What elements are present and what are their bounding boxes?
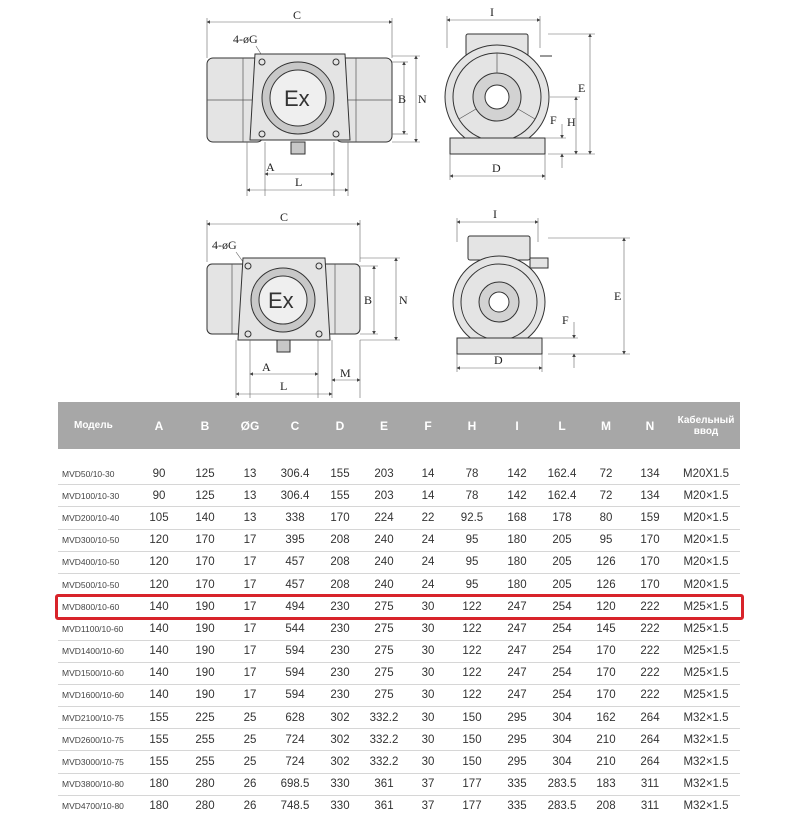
value-cell: 78 xyxy=(450,485,494,507)
dimension-label-a: A xyxy=(266,160,275,174)
column-header-cable-entry: Кабельный ввод xyxy=(672,402,740,449)
value-cell: 140 xyxy=(136,618,182,640)
model-cell: MVD200/10-40 xyxy=(58,507,136,529)
value-cell: 222 xyxy=(628,618,672,640)
value-cell: 180 xyxy=(136,773,182,795)
value-cell: 302 xyxy=(318,751,362,773)
value-cell: 254 xyxy=(540,596,584,618)
model-cell: MVD300/10-50 xyxy=(58,529,136,551)
value-cell: 311 xyxy=(628,795,672,817)
value-cell: 122 xyxy=(450,662,494,684)
value-cell: 122 xyxy=(450,618,494,640)
value-cell: 203 xyxy=(374,467,394,480)
value-cell: 170 xyxy=(182,551,228,573)
value-cell: 224 xyxy=(362,507,406,529)
value-cell: M32×1.5 xyxy=(672,729,740,751)
value-cell: 120 xyxy=(136,551,182,573)
value-cell: 190 xyxy=(182,640,228,662)
model-cell: MVD1100/10-60 xyxy=(58,618,136,640)
column-header-b: B xyxy=(182,402,228,449)
value-cell: 208 xyxy=(318,573,362,595)
value-cell: 155 xyxy=(330,467,350,480)
value-cell: 208 xyxy=(318,551,362,573)
value-cell: 544 xyxy=(272,618,318,640)
value-cell: 150 xyxy=(450,707,494,729)
value-cell: 264 xyxy=(628,729,672,751)
value-cell: 142 xyxy=(507,467,527,480)
value-cell: 247 xyxy=(494,684,540,706)
model-cell: MVD2100/10-75 xyxy=(58,707,136,729)
dimension-label-g: 4-øG xyxy=(233,32,258,46)
value-cell: 275 xyxy=(362,684,406,706)
table-row xyxy=(58,707,740,729)
value-cell: 190 xyxy=(182,596,228,618)
value-cell: 170 xyxy=(628,551,672,573)
value-cell: 140 xyxy=(136,640,182,662)
dimension-label-i-bottom: I xyxy=(493,207,497,221)
value-cell: 283.5 xyxy=(540,795,584,817)
dimension-label-b: B xyxy=(398,92,407,106)
table-row xyxy=(58,684,740,706)
value-cell: 254 xyxy=(540,684,584,706)
value-cell: 17 xyxy=(228,551,272,573)
value-cell: 177 xyxy=(450,773,494,795)
value-cell: 180 xyxy=(136,795,182,817)
value-cell: 30 xyxy=(406,662,450,684)
value-cell: 17 xyxy=(228,684,272,706)
value-cell: 594 xyxy=(272,684,318,706)
value-cell: 17 xyxy=(228,573,272,595)
value-cell: 17 xyxy=(228,529,272,551)
value-cell: 230 xyxy=(318,596,362,618)
model-cell: MVD100/10-30 xyxy=(58,485,136,507)
ex-mark-top: Ex xyxy=(284,86,310,111)
dimension-label-l: L xyxy=(295,175,303,189)
value-cell: 24 xyxy=(406,573,450,595)
value-cell: M20X1.5 xyxy=(682,467,730,480)
value-cell: 125 xyxy=(182,485,228,507)
value-cell: 122 xyxy=(450,640,494,662)
dimension-label-c: C xyxy=(293,8,302,22)
value-cell: 190 xyxy=(182,618,228,640)
value-cell: 95 xyxy=(450,551,494,573)
value-cell: 594 xyxy=(272,662,318,684)
value-cell: 361 xyxy=(362,773,406,795)
value-cell: 295 xyxy=(494,707,540,729)
value-cell: 30 xyxy=(406,640,450,662)
value-cell: 95 xyxy=(450,573,494,595)
value-cell: M32×1.5 xyxy=(672,773,740,795)
value-cell: 594 xyxy=(272,640,318,662)
value-cell: 17 xyxy=(228,596,272,618)
value-cell: 26 xyxy=(228,795,272,817)
ex-mark-bottom: Ex xyxy=(268,288,294,313)
value-cell: 120 xyxy=(584,596,628,618)
value-cell: 247 xyxy=(494,662,540,684)
value-cell: 134 xyxy=(640,467,660,480)
value-cell: 280 xyxy=(182,773,228,795)
value-cell: 332.2 xyxy=(362,707,406,729)
side-view-drawing-bottom xyxy=(453,207,630,372)
value-cell: 205 xyxy=(540,529,584,551)
highlighted-row-frame xyxy=(55,594,744,620)
value-cell: 295 xyxy=(494,751,540,773)
value-cell: 203 xyxy=(362,485,406,507)
value-cell: 335 xyxy=(494,773,540,795)
value-cell: 283.5 xyxy=(540,773,584,795)
value-cell: M25×1.5 xyxy=(672,640,740,662)
value-cell: 122 xyxy=(450,684,494,706)
value-cell: 90 xyxy=(152,467,166,480)
value-cell: M32×1.5 xyxy=(672,795,740,817)
model-cell: MVD2600/10-75 xyxy=(58,729,136,751)
value-cell: 170 xyxy=(628,573,672,595)
table-row xyxy=(58,463,740,485)
value-cell: 332.2 xyxy=(362,729,406,751)
column-header-g: ØG xyxy=(228,402,272,449)
value-cell: 457 xyxy=(272,551,318,573)
value-cell: 330 xyxy=(318,773,362,795)
value-cell: 170 xyxy=(318,507,362,529)
table-row xyxy=(58,551,740,573)
value-cell: M25×1.5 xyxy=(672,684,740,706)
model-cell: MVD1400/10-60 xyxy=(58,640,136,662)
value-cell: 155 xyxy=(136,751,182,773)
column-header-h: H xyxy=(450,402,494,449)
value-cell: 222 xyxy=(628,596,672,618)
dimension-label-e: E xyxy=(578,81,586,95)
value-cell: 13 xyxy=(228,507,272,529)
value-cell: 247 xyxy=(494,618,540,640)
value-cell: 222 xyxy=(628,640,672,662)
dimension-label-f: F xyxy=(550,113,557,127)
value-cell: 140 xyxy=(182,507,228,529)
value-cell: 335 xyxy=(494,795,540,817)
value-cell: 254 xyxy=(540,618,584,640)
dimension-label-g-bottom: 4-øG xyxy=(212,238,237,252)
value-cell: 180 xyxy=(494,529,540,551)
value-cell: 140 xyxy=(136,684,182,706)
value-cell: 30 xyxy=(406,684,450,706)
value-cell: 105 xyxy=(136,507,182,529)
value-cell: 155 xyxy=(318,485,362,507)
table-row xyxy=(58,618,740,640)
value-cell: 304 xyxy=(540,707,584,729)
dimension-label-n-bottom: N xyxy=(399,293,408,307)
side-view-drawing-top xyxy=(445,5,595,180)
front-view-drawing-top xyxy=(207,8,427,196)
value-cell: 457 xyxy=(272,573,318,595)
value-cell: 724 xyxy=(272,729,318,751)
column-header-c: C xyxy=(272,402,318,449)
table-row xyxy=(58,795,740,817)
value-cell: M32×1.5 xyxy=(672,751,740,773)
value-cell: M20×1.5 xyxy=(672,573,740,595)
table-header-row xyxy=(58,402,740,449)
value-cell: 159 xyxy=(628,507,672,529)
value-cell: 395 xyxy=(272,529,318,551)
value-cell: 306.4 xyxy=(272,485,318,507)
value-cell: 332.2 xyxy=(362,751,406,773)
value-cell: 13 xyxy=(228,485,272,507)
value-cell: 24 xyxy=(406,551,450,573)
value-cell: 25 xyxy=(228,751,272,773)
value-cell: 264 xyxy=(628,707,672,729)
value-cell: 628 xyxy=(272,707,318,729)
column-header-model: Модель xyxy=(58,402,136,449)
value-cell: 180 xyxy=(494,551,540,573)
value-cell: M20×1.5 xyxy=(672,551,740,573)
dimension-label-h: H xyxy=(567,115,576,129)
value-cell: 230 xyxy=(318,640,362,662)
table-row xyxy=(58,773,740,795)
value-cell: 162 xyxy=(584,707,628,729)
value-cell: 255 xyxy=(182,729,228,751)
value-cell: 120 xyxy=(136,573,182,595)
value-cell: 14 xyxy=(406,485,450,507)
value-cell: 361 xyxy=(362,795,406,817)
value-cell: 230 xyxy=(318,662,362,684)
column-header-e: E xyxy=(362,402,406,449)
column-header-a: A xyxy=(136,402,182,449)
table-row xyxy=(58,529,740,551)
table-row xyxy=(58,662,740,684)
value-cell: 95 xyxy=(450,529,494,551)
value-cell: 170 xyxy=(182,573,228,595)
value-cell: 25 xyxy=(228,729,272,751)
technical-drawings xyxy=(0,0,800,402)
value-cell: 145 xyxy=(584,618,628,640)
value-cell: 24 xyxy=(406,529,450,551)
value-cell: 30 xyxy=(406,707,450,729)
table-row xyxy=(58,640,740,662)
value-cell: 140 xyxy=(136,662,182,684)
value-cell: 17 xyxy=(228,618,272,640)
value-cell: 72 xyxy=(584,485,628,507)
value-cell: 240 xyxy=(362,551,406,573)
front-view-drawing-bottom xyxy=(207,210,408,398)
column-header-d: D xyxy=(318,402,362,449)
value-cell: 126 xyxy=(584,551,628,573)
value-cell: 254 xyxy=(540,662,584,684)
value-cell: 72 xyxy=(599,467,613,480)
value-cell: M25×1.5 xyxy=(672,662,740,684)
value-cell: 170 xyxy=(584,684,628,706)
column-header-l: L xyxy=(540,402,584,449)
value-cell: 125 xyxy=(195,467,215,480)
value-cell: 142 xyxy=(494,485,540,507)
value-cell: 155 xyxy=(136,707,182,729)
value-cell: M20×1.5 xyxy=(672,485,740,507)
value-cell: 698.5 xyxy=(272,773,318,795)
value-cell: 13 xyxy=(243,467,257,480)
value-cell: 240 xyxy=(362,529,406,551)
value-cell: 162.4 xyxy=(547,467,577,480)
value-cell: 17 xyxy=(228,640,272,662)
value-cell: 120 xyxy=(136,529,182,551)
value-cell: 17 xyxy=(228,662,272,684)
dimension-label-c-bottom: C xyxy=(280,210,289,224)
value-cell: 311 xyxy=(628,773,672,795)
value-cell: 205 xyxy=(540,551,584,573)
value-cell: 264 xyxy=(628,751,672,773)
value-cell: 30 xyxy=(406,618,450,640)
value-cell: 22 xyxy=(406,507,450,529)
dimension-label-m: M xyxy=(340,366,351,380)
value-cell: 140 xyxy=(136,596,182,618)
value-cell: M20×1.5 xyxy=(672,507,740,529)
value-cell: 162.4 xyxy=(540,485,584,507)
value-cell: 208 xyxy=(318,529,362,551)
table-row xyxy=(58,507,740,529)
model-cell: MVD50/10-30 xyxy=(62,468,115,479)
model-cell: MVD4700/10-80 xyxy=(58,795,136,817)
value-cell: 748.5 xyxy=(272,795,318,817)
dimension-label-a-bottom: A xyxy=(262,360,271,374)
value-cell: 230 xyxy=(318,684,362,706)
value-cell: 134 xyxy=(628,485,672,507)
model-cell: MVD500/10-50 xyxy=(58,573,136,595)
value-cell: 170 xyxy=(182,529,228,551)
value-cell: 26 xyxy=(228,773,272,795)
model-cell: MVD1600/10-60 xyxy=(58,684,136,706)
value-cell: 170 xyxy=(584,640,628,662)
value-cell: 304 xyxy=(540,729,584,751)
value-cell: 295 xyxy=(494,729,540,751)
value-cell: 177 xyxy=(450,795,494,817)
value-cell: 168 xyxy=(494,507,540,529)
dimension-label-i: I xyxy=(490,5,494,19)
value-cell: 240 xyxy=(362,573,406,595)
value-cell: 225 xyxy=(182,707,228,729)
value-cell: 306.4 xyxy=(280,467,310,480)
value-cell: 30 xyxy=(406,751,450,773)
value-cell: 330 xyxy=(318,795,362,817)
column-header-f: F xyxy=(406,402,450,449)
table-row xyxy=(58,573,740,595)
value-cell: M20×1.5 xyxy=(672,529,740,551)
table-row xyxy=(58,485,740,507)
value-cell: 304 xyxy=(540,751,584,773)
dimension-label-l-bottom: L xyxy=(280,379,288,393)
value-cell: 37 xyxy=(406,795,450,817)
value-cell: M25×1.5 xyxy=(672,618,740,640)
value-cell: 178 xyxy=(540,507,584,529)
value-cell: 275 xyxy=(362,618,406,640)
dimension-label-f-bottom: F xyxy=(562,313,569,327)
value-cell: 255 xyxy=(182,751,228,773)
table-row xyxy=(58,751,740,773)
value-cell: M25×1.5 xyxy=(672,596,740,618)
value-cell: 302 xyxy=(318,707,362,729)
value-cell: 80 xyxy=(584,507,628,529)
value-cell: 150 xyxy=(450,751,494,773)
value-cell: 30 xyxy=(406,729,450,751)
value-cell: 126 xyxy=(584,573,628,595)
value-cell: 122 xyxy=(450,596,494,618)
model-cell: MVD1500/10-60 xyxy=(58,662,136,684)
value-cell: 14 xyxy=(421,467,435,480)
value-cell: 338 xyxy=(272,507,318,529)
column-header-i: I xyxy=(494,402,540,449)
value-cell: 155 xyxy=(136,729,182,751)
value-cell: 150 xyxy=(450,729,494,751)
value-cell: 25 xyxy=(228,707,272,729)
dimension-label-d-bottom: D xyxy=(494,353,503,367)
value-cell: 254 xyxy=(540,640,584,662)
value-cell: 222 xyxy=(628,684,672,706)
table-row xyxy=(58,729,740,751)
value-cell: 494 xyxy=(272,596,318,618)
value-cell: 724 xyxy=(272,751,318,773)
value-cell: 275 xyxy=(362,662,406,684)
dimension-label-b-bottom: B xyxy=(364,293,373,307)
value-cell: 208 xyxy=(584,795,628,817)
value-cell: 180 xyxy=(494,573,540,595)
value-cell: 275 xyxy=(362,640,406,662)
value-cell: 222 xyxy=(628,662,672,684)
value-cell: 30 xyxy=(406,596,450,618)
value-cell: 170 xyxy=(628,529,672,551)
value-cell: 90 xyxy=(136,485,182,507)
value-cell: 230 xyxy=(318,618,362,640)
value-cell: 247 xyxy=(494,596,540,618)
model-cell: MVD800/10-60 xyxy=(58,596,136,618)
model-cell: MVD400/10-50 xyxy=(58,551,136,573)
value-cell: 95 xyxy=(584,529,628,551)
value-cell: 190 xyxy=(182,662,228,684)
column-header-m: M xyxy=(584,402,628,449)
value-cell: 190 xyxy=(182,684,228,706)
dimension-label-d: D xyxy=(492,161,501,175)
dimension-label-n: N xyxy=(418,92,427,106)
value-cell: 183 xyxy=(584,773,628,795)
value-cell: 92.5 xyxy=(450,507,494,529)
column-header-n: N xyxy=(628,402,672,449)
value-cell: 275 xyxy=(362,596,406,618)
value-cell: 280 xyxy=(182,795,228,817)
value-cell: 210 xyxy=(584,729,628,751)
value-cell: M32×1.5 xyxy=(672,707,740,729)
value-cell: 205 xyxy=(540,573,584,595)
value-cell: 302 xyxy=(318,729,362,751)
value-cell: 170 xyxy=(584,662,628,684)
value-cell: 37 xyxy=(406,773,450,795)
value-cell: 247 xyxy=(494,640,540,662)
value-cell: 78 xyxy=(465,467,479,480)
value-cell: 210 xyxy=(584,751,628,773)
model-cell: MVD3800/10-80 xyxy=(58,773,136,795)
model-cell: MVD3000/10-75 xyxy=(58,751,136,773)
dimension-label-e-bottom: E xyxy=(614,289,622,303)
